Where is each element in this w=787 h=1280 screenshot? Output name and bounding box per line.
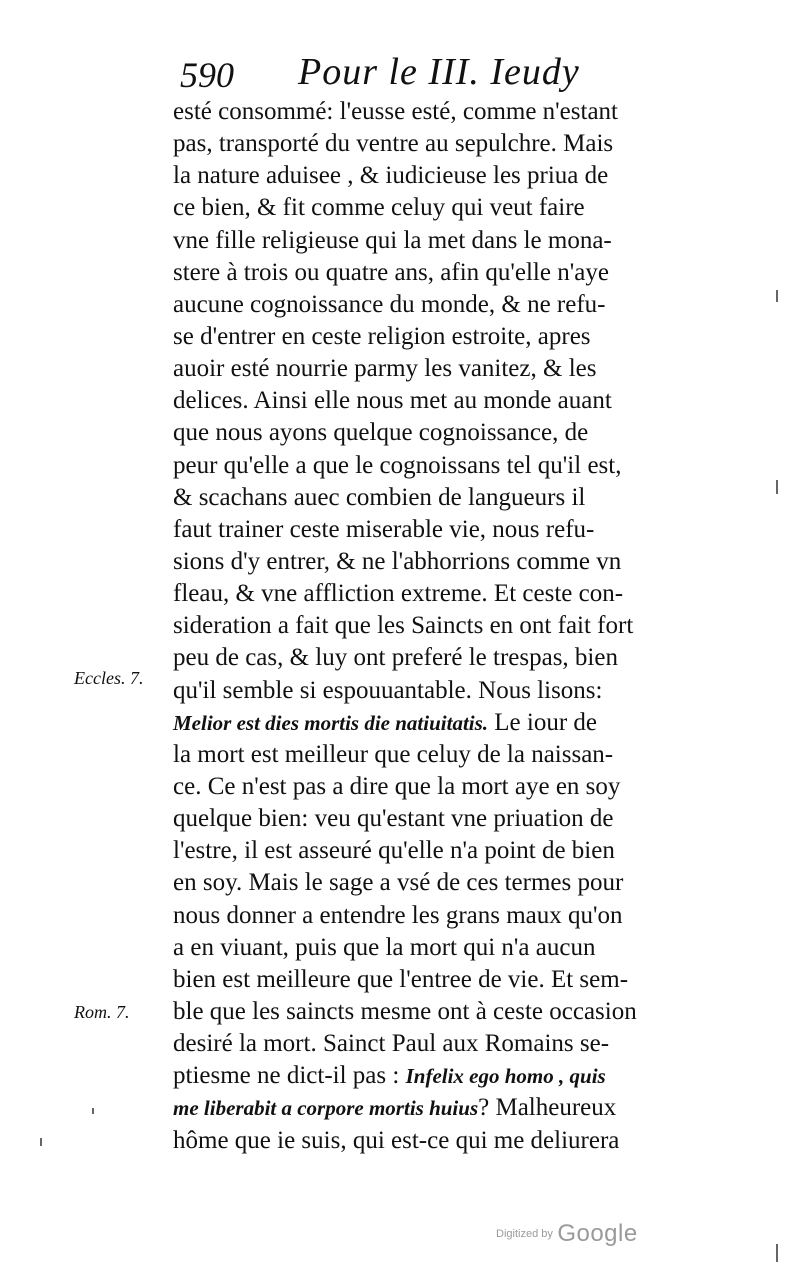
- text-line: nous donner a entendre les grans maux qu'on: [173, 901, 623, 929]
- text-line: vne fille religieuse qui la met dans le mona-: [173, 226, 612, 254]
- text-line: peu de cas, & luy ont preferé le trespas, bien: [173, 644, 618, 672]
- scan-speck: [776, 480, 778, 494]
- text-line: quelque bien: veu qu'estant vne priuation de: [173, 805, 614, 833]
- page-number: 590: [180, 55, 234, 95]
- text-line: delices. Ainsi elle nous met au monde auant: [173, 387, 612, 415]
- text-line: auoir esté nourrie parmy les vanitez, & les: [173, 355, 597, 383]
- scan-speck: [92, 1108, 94, 1114]
- text-line: desiré la mort. Sainct Paul aux Romains se-: [173, 1030, 610, 1058]
- scan-speck: [776, 1244, 778, 1262]
- text-line: la mort est meilleur que celuy de la naissan-: [173, 740, 614, 768]
- text-line: ce bien, & fit comme celuy qui veut faire: [173, 194, 585, 222]
- text-line: esté consommé: l'eusse esté, comme n'estant: [173, 98, 618, 125]
- page-header: [180, 48, 650, 98]
- google-logo: Google: [557, 1220, 638, 1247]
- text-fragment: ? Malheureux: [478, 1094, 617, 1122]
- text-line-latin: [173, 1092, 683, 1124]
- text-line: peur qu'elle a que le cognoissans tel qu'il est,: [173, 451, 622, 479]
- text-line: stere à trois ou quatre ans, afin qu'elle n'aye: [173, 258, 609, 286]
- text-line: l'estre, il est asseuré qu'elle n'a point de bien: [173, 837, 615, 865]
- text-line: se d'entrer en ceste religion estroite, apres: [173, 322, 591, 350]
- digitized-watermark: [496, 1220, 638, 1248]
- text-fragment: ptiesme ne dict-il pas :: [173, 1062, 406, 1090]
- text-line: aucune cognoissance du monde, & ne refu-: [173, 290, 606, 318]
- text-line-latin: [173, 707, 683, 739]
- text-fragment: Le iour de: [488, 708, 598, 736]
- running-head: Pour le III. Ieudy: [298, 51, 580, 93]
- text-line: ce. Ce n'est pas a dire que la mort aye en soy: [173, 772, 621, 800]
- text-line: qu'il semble si espouuantable. Nous lisons:: [173, 676, 603, 704]
- text-line: a en viuant, puis que la mort qui n'a aucun: [173, 933, 596, 961]
- scan-speck: [776, 290, 778, 302]
- latin-quote: Infelix ego homo , quis: [405, 1064, 606, 1089]
- text-line: faut trainer ceste miserable vie, nous refu-: [173, 515, 595, 543]
- text-line: & scachans auec combien de langueurs il: [173, 483, 586, 511]
- text-line: que nous ayons quelque cognoissance, de: [173, 419, 589, 447]
- margin-note-rom: Rom. 7.: [74, 1002, 130, 1022]
- text-line: la nature aduisee , & iudicieuse les priua de: [173, 162, 609, 190]
- text-line: ble que les saincts mesme ont à ceste occasion: [173, 997, 637, 1025]
- watermark-prefix: Digitized by: [496, 1228, 553, 1240]
- margin-note-eccles: Eccles. 7.: [74, 668, 144, 688]
- text-line: sideration a fait que les Saincts en ont fait fort: [173, 612, 634, 640]
- body-text: [173, 96, 683, 1157]
- latin-quote: me liberabit a corpore mortis huius: [173, 1096, 479, 1121]
- text-line: fleau, & vne affliction extreme. Et ceste con-: [173, 580, 624, 608]
- latin-quote: Melior est dies mortis die natiuitatis.: [173, 710, 489, 735]
- text-line: bien est meilleure que l'entree de vie. Et sem-: [173, 965, 629, 993]
- text-line-latin: [173, 1060, 683, 1092]
- text-line: en soy. Mais le sage a vsé de ces termes pour: [173, 869, 624, 897]
- scan-speck: [40, 1138, 42, 1146]
- text-line: pas, transporté du ventre au sepulchre. Mais: [173, 130, 614, 158]
- text-line: sions d'y entrer, & ne l'abhorrions comme vn: [173, 547, 622, 575]
- text-line: hôme que ie suis, qui est-ce qui me deliurera: [173, 1126, 620, 1154]
